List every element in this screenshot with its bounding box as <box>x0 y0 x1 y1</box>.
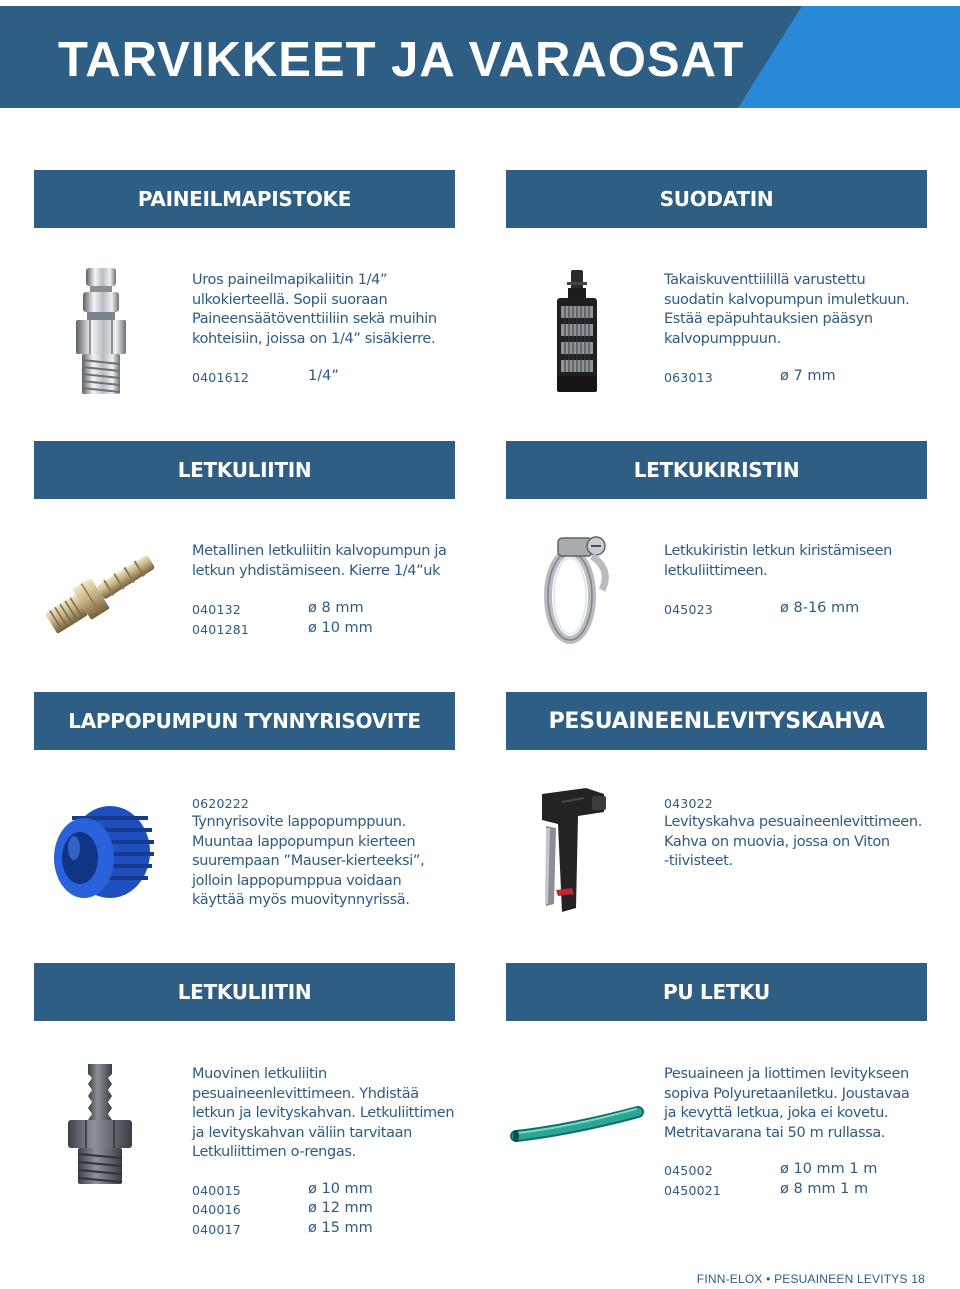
product-code: 045002 <box>664 1163 713 1178</box>
product-spec: 1/4” <box>308 368 339 384</box>
description-line: Letkuliittimen o-rengas. <box>192 1144 356 1160</box>
product-spec: ø 8-16 mm <box>780 600 860 616</box>
product-code: 0401612 <box>192 370 250 385</box>
product-spec: ø 8 mm <box>308 600 364 616</box>
description-line: Metallinen letkuliitin kalvopumpun ja <box>192 543 447 559</box>
section-header-letkuliitin <box>34 441 455 499</box>
section-header-label: PESUAINEENLEVITYSKAHVA <box>548 708 885 734</box>
product-spec: ø 10 mm 1 m <box>780 1161 878 1177</box>
description-line: jolloin lappopumppua voidaan <box>192 872 402 889</box>
product-code: 040017 <box>192 1222 241 1237</box>
product-code: 0620222 <box>192 796 250 811</box>
product-description <box>192 1065 454 1163</box>
product-spec: ø 7 mm <box>780 368 836 384</box>
description-line: Estää epäpuhtauksien pääsyn <box>664 311 873 327</box>
brass-hose-connector-icon <box>46 546 158 638</box>
product-spec: ø 10 mm <box>308 1181 373 1197</box>
description-line: letkun yhdistämiseen. Kierre 1/4”uk <box>192 562 441 579</box>
description-line: Muuntaa lappopumpun kierteen <box>192 833 416 850</box>
page-banner <box>0 6 960 108</box>
product-code: 0450021 <box>664 1183 722 1198</box>
description-line: letkuliittimeen. <box>664 562 768 579</box>
section-header-pesuaineenlevityskahva <box>506 692 927 750</box>
section-header-label: LETKULIITIN <box>177 980 312 1004</box>
product-description <box>664 542 892 581</box>
section-header-label: SUODATIN <box>659 187 774 211</box>
section-header-suodatin <box>506 170 927 228</box>
product-description <box>664 1065 909 1143</box>
section-header-label: LAPPOPUMPUN TYNNYRISOVITE <box>68 709 421 733</box>
product-spec: ø 8 mm 1 m <box>780 1181 869 1197</box>
product-code: 040016 <box>192 1202 241 1217</box>
description-line: Letkukiristin letkun kiristämiseen <box>664 543 893 559</box>
product-code: 040015 <box>192 1183 241 1198</box>
section-header-label: LETKUKIRISTIN <box>633 458 800 482</box>
product-description <box>192 813 424 911</box>
description-line: ja kevyttä letkua, joka ei kovetu. <box>664 1105 889 1121</box>
product-spec: ø 12 mm <box>308 1200 373 1216</box>
description-line: Uros paineilmapikaliitin 1/4” <box>192 272 388 288</box>
section-header-letkukiristin <box>506 441 927 499</box>
product-spec: ø 10 mm <box>308 620 373 636</box>
description-line: Tynnyrisovite lappopumppuun. <box>192 814 406 830</box>
section-header-label: PAINEILMAPISTOKE <box>137 187 352 211</box>
section-header-letkuliitin-2 <box>34 963 455 1021</box>
description-line: Takaiskuventtiilillä varustettu <box>664 272 866 288</box>
product-code: 063013 <box>664 370 713 385</box>
product-description <box>664 813 922 872</box>
description-line: Pesuaineen ja liottimen levitykseen <box>664 1066 909 1082</box>
suction-filter-icon <box>553 268 601 394</box>
barrel-adapter-icon <box>50 800 158 908</box>
description-line: letkun ja levityskahvan. Letkuliittimen <box>192 1105 455 1121</box>
section-header-label: PU LETKU <box>663 980 770 1004</box>
product-code: 0401281 <box>192 622 250 637</box>
description-line: -tiivisteet. <box>664 853 733 869</box>
product-description <box>664 271 909 349</box>
product-description <box>192 271 437 349</box>
description-line: Levityskahva pesuaineenlevittimeen. <box>664 814 922 830</box>
description-line: käyttää myös muovitynnyrissä. <box>192 892 410 908</box>
description-line: kohteisiin, joissa on 1/4” sisäkierre. <box>192 330 436 347</box>
description-line: Kahva on muovia, jossa on Viton <box>664 833 890 850</box>
description-line: kalvopumppuun. <box>664 330 781 347</box>
page-footer: FINN-ELOX • PESUAINEEN LEVITYS 18 <box>696 1272 925 1286</box>
description-line: suurempaan ”Mauser-kierteeksi”, <box>192 853 425 869</box>
product-code: 040132 <box>192 602 241 617</box>
product-description <box>192 542 447 581</box>
page-title: TARVIKKEET JA VARAOSAT <box>58 33 745 87</box>
plastic-hose-connector-icon <box>64 1062 136 1186</box>
hose-clamp-icon <box>536 530 620 646</box>
description-line: suodatin kalvopumpun imuletkuun. <box>664 291 910 308</box>
product-code: 045023 <box>664 602 713 617</box>
air-coupler-icon <box>70 266 132 398</box>
product-code: 043022 <box>664 796 713 811</box>
description-line: Paineensäätöventtiiliin sekä muihin <box>192 311 437 327</box>
section-header-lappopumpun-tynnyrisovite <box>34 692 455 750</box>
section-header-label: LETKULIITIN <box>177 458 312 482</box>
description-line: Metritavarana tai 50 m rullassa. <box>664 1124 886 1141</box>
product-spec: ø 15 mm <box>308 1220 373 1236</box>
description-line: ja levityskahvan väliin tarvitaan <box>192 1124 412 1141</box>
section-header-paineilmapistoke <box>34 170 455 228</box>
pu-hose-icon <box>510 1100 644 1148</box>
section-header-pu-letku <box>506 963 927 1021</box>
spray-handle-icon <box>532 784 612 916</box>
description-line: ulkokierteellä. Sopii suoraan <box>192 291 388 308</box>
description-line: pesuaineenlevittimeen. Yhdistää <box>192 1085 419 1102</box>
description-line: Muovinen letkuliitin <box>192 1066 327 1082</box>
description-line: sopiva Polyuretaaniletku. Joustavaa <box>664 1085 910 1102</box>
